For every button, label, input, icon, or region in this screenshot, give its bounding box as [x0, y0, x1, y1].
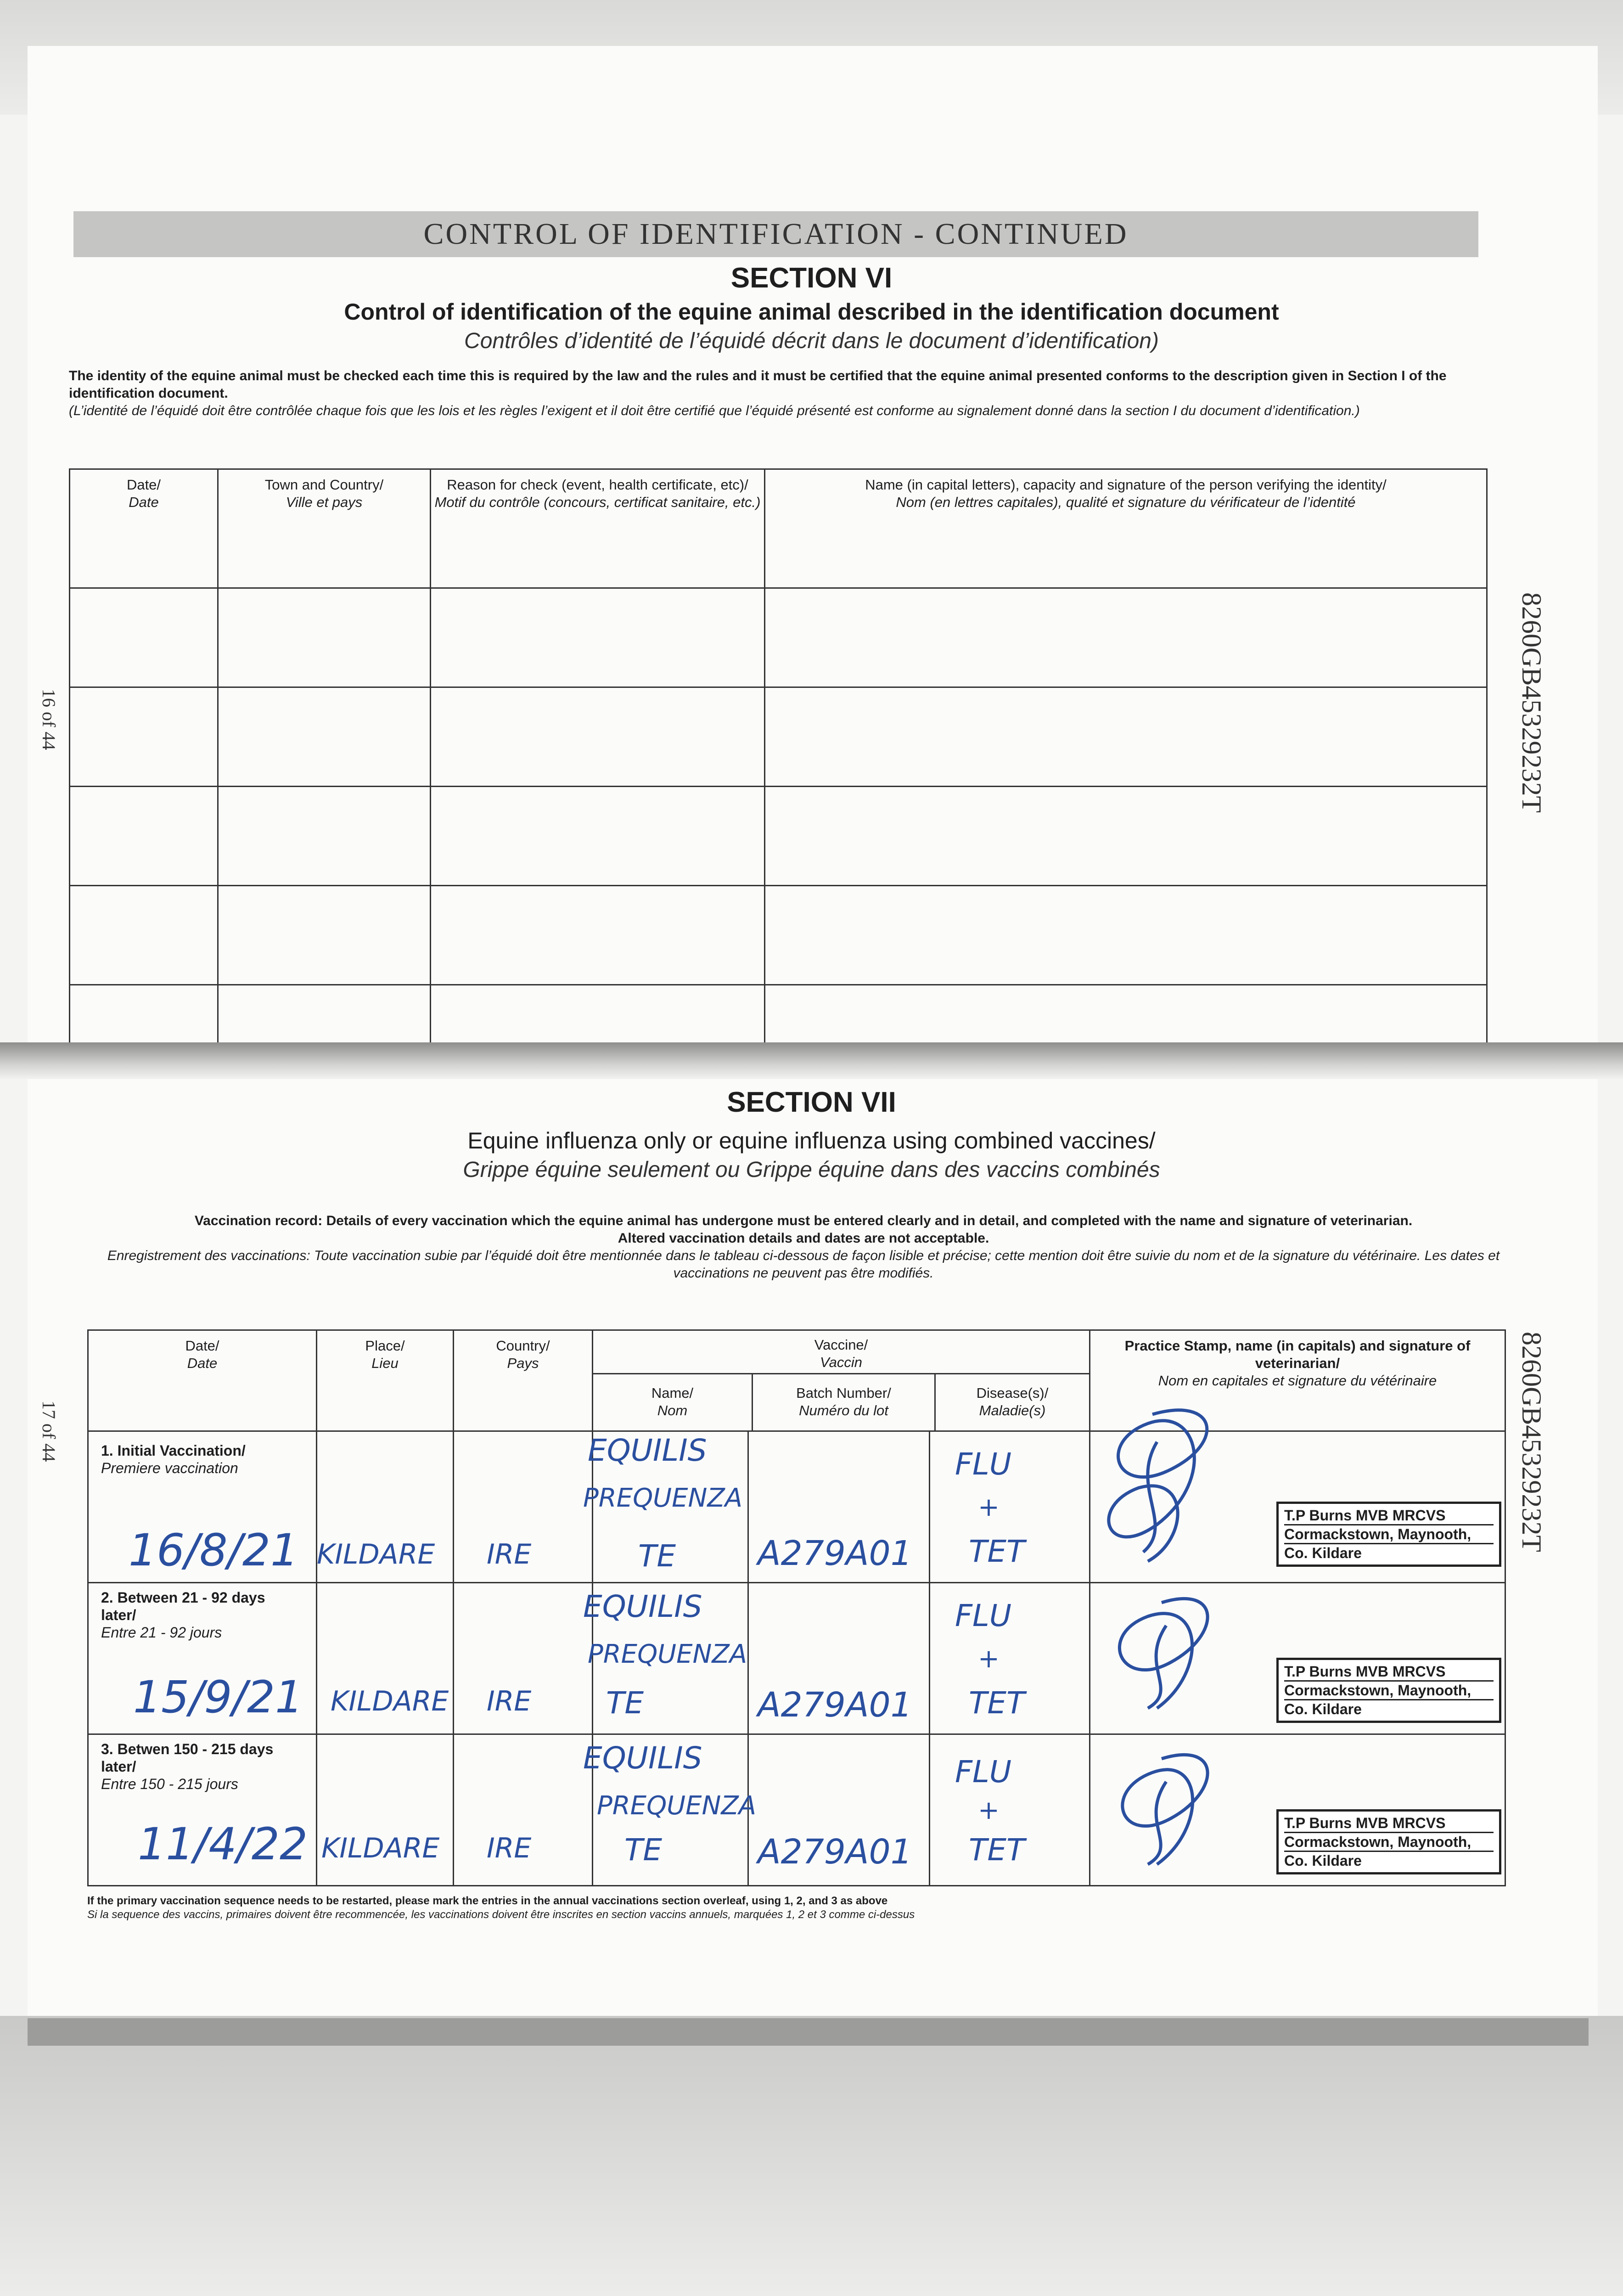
check-cell[interactable]	[765, 885, 1487, 985]
row-3-vaccine-line3[interactable]: TE	[624, 1832, 663, 1868]
vaccination-record-en: Vaccination record: Details of every vaccination which the equine animal has undergone must be entered clearly and in detail, and completed with the name and signature of veterinarian.	[194, 1213, 1413, 1228]
row-2-country[interactable]: IRE	[487, 1685, 532, 1717]
section-vi-instruction-en: The identity of the equine animal must be checked each time this is required by the law and the rules and it must be certified that the equine animal presented conforms to the description given in Section I of the identification document.	[69, 368, 1447, 401]
check-cell[interactable]	[218, 885, 431, 985]
col-disease-header: Disease(s)/ Maladie(s)	[976, 1385, 1049, 1418]
check-cell[interactable]	[431, 786, 765, 885]
row-1-vaccine-line3[interactable]: TE	[638, 1538, 676, 1574]
check-cell[interactable]	[431, 885, 765, 985]
check-cell[interactable]	[765, 588, 1487, 687]
col-town-header: Town and Country/ Ville et pays	[218, 469, 431, 588]
vaccination-table	[87, 1329, 1506, 1886]
row-2-disease-line2[interactable]: +	[978, 1644, 1000, 1674]
row-3-place[interactable]: KILDARE	[321, 1832, 440, 1864]
passport-id-top: 8260GB45329232T	[1516, 592, 1547, 813]
section-vi-title: Control of identification of the equine animal described in the identification document	[344, 299, 1279, 325]
row-1-batch[interactable]: A279A01	[758, 1534, 912, 1573]
row-3-vaccine-line2[interactable]: PREQUENZA	[597, 1791, 757, 1821]
row-3-country[interactable]: IRE	[487, 1832, 532, 1864]
col-name-header: Name/ Nom	[593, 1374, 753, 1430]
row-1-vaccine-line1[interactable]: EQUILIS	[588, 1433, 707, 1468]
section-vii-subtitle: Grippe équine seulement ou Grippe équine dans des vaccins combinés	[463, 1158, 1160, 1182]
check-cell[interactable]	[70, 786, 218, 885]
col-country-header: Country/ Pays	[454, 1330, 593, 1431]
section-vii-title: Equine influenza only or equine influenza using combined vaccines/	[467, 1128, 1156, 1154]
row-1-disease-line2[interactable]: +	[978, 1492, 1000, 1522]
row-1-disease-line1[interactable]: FLU	[955, 1446, 1012, 1482]
col-vaccine-header: Vaccine/ Vaccin Name/ Nom Batch Number/ Numéro du lot Disease(s)/ Maladie(s)	[593, 1330, 1090, 1431]
col-place-header: Place/ Lieu	[317, 1330, 454, 1431]
row-2-place[interactable]: KILDARE	[331, 1685, 449, 1717]
row-3-disease-line2[interactable]: +	[978, 1795, 1000, 1825]
booklet-edge	[28, 2018, 1589, 2046]
section-vii-heading: SECTION VII	[727, 1086, 896, 1118]
col-stamp-header: Practice Stamp, name (in capitals) and signature of veterinarian/ Nom en capitales et signature du vétérinaire	[1090, 1330, 1505, 1431]
col-batch-header: Batch Number/ Numéro du lot	[753, 1374, 936, 1430]
page-number-16: 16 of 44	[39, 689, 59, 750]
control-banner: CONTROL OF IDENTIFICATION - CONTINUED	[73, 211, 1478, 257]
row-3-disease-line1[interactable]: FLU	[955, 1754, 1012, 1790]
col-date-header: Date/ Date	[88, 1330, 317, 1431]
check-cell[interactable]	[765, 687, 1487, 786]
check-cell[interactable]	[70, 588, 218, 687]
practice-stamp: T.P Burns MVB MRCVS Cormackstown, Maynooth, Co. Kildare	[1276, 1809, 1501, 1874]
row-3-disease-line3[interactable]: TET	[969, 1832, 1025, 1868]
section-vi-instruction-fr: (L’identité de l’équidé doit être contrôlée chaque fois que les lois et les règles l’exigent et il doit être certifié que l’équidé présenté est conforme au signalement donné dans la section I du document d’identification.)	[69, 403, 1360, 418]
section-vi-heading: SECTION VI	[730, 262, 893, 294]
row-2-label: 2. Between 21 - 92 days later/ Entre 21 - 92 jours	[101, 1589, 265, 1641]
row-2-vaccine-line1[interactable]: EQUILIS	[583, 1589, 702, 1624]
identity-check-table	[69, 468, 1488, 1075]
check-cell[interactable]	[218, 588, 431, 687]
check-cell[interactable]	[70, 687, 218, 786]
col-verifier-header: Name (in capital letters), capacity and signature of the person verifying the identity/ Nom (en lettres capitales), qualité et signature du vérificateur de l’identité	[765, 469, 1487, 588]
row-3-label: 3. Betwen 150 - 215 days later/ Entre 150 - 215 jours	[101, 1741, 274, 1792]
section-vi-subtitle: Contrôles d’identité de l’équidé décrit dans le document d’identification)	[464, 329, 1159, 353]
passport-id-bottom: 8260GB45329232T	[1516, 1332, 1547, 1552]
check-cell[interactable]	[218, 687, 431, 786]
scan-bottom-edge	[0, 2016, 1623, 2296]
vaccination-record-en2: Altered vaccination details and dates are not acceptable.	[618, 1231, 989, 1246]
row-2-vaccine-line3[interactable]: TE	[606, 1685, 644, 1721]
row-1-vaccine-line2[interactable]: PREQUENZA	[583, 1483, 743, 1513]
row-3-batch[interactable]: A279A01	[758, 1832, 912, 1872]
divider	[929, 1430, 930, 1885]
practice-stamp: T.P Burns MVB MRCVS Cormackstown, Maynooth, Co. Kildare	[1276, 1502, 1501, 1567]
row-1-label: 1. Initial Vaccination/ Premiere vaccination	[101, 1442, 246, 1476]
check-cell[interactable]	[431, 588, 765, 687]
row-2-batch[interactable]: A279A01	[758, 1685, 912, 1725]
check-cell[interactable]	[431, 687, 765, 786]
veterinarian-signature	[1070, 1387, 1263, 1892]
row-1-country[interactable]: IRE	[487, 1538, 532, 1570]
row-1-date[interactable]: 16/8/21	[129, 1525, 299, 1576]
check-cell[interactable]	[765, 786, 1487, 885]
row-2-date[interactable]: 15/9/21	[133, 1671, 303, 1723]
row-3-vaccine-line1[interactable]: EQUILIS	[583, 1740, 702, 1776]
check-cell[interactable]	[218, 786, 431, 885]
row-2-vaccine-line2[interactable]: PREQUENZA	[588, 1639, 747, 1669]
page-number-17: 17 of 44	[39, 1401, 59, 1462]
col-reason-header: Reason for check (event, health certificate, etc)/ Motif du contrôle (concours, certificat sanitaire, etc.)	[431, 469, 765, 588]
footnote-en: If the primary vaccination sequence needs to be restarted, please mark the entries in the annual vaccinations section overleaf, using 1, 2, and 3 as above	[87, 1895, 888, 1907]
check-cell[interactable]	[70, 885, 218, 985]
footnote-fr: Si la sequence des vaccins, primaires doivent être recommencée, les vaccinations doivent être inscrites en section vaccins annuels, marquées 1, 2 et 3 comme ci-dessus	[87, 1908, 915, 1921]
row-2-disease-line1[interactable]: FLU	[955, 1598, 1012, 1633]
row-3-date[interactable]: 11/4/22	[138, 1818, 308, 1870]
practice-stamp: T.P Burns MVB MRCVS Cormackstown, Maynooth, Co. Kildare	[1276, 1658, 1501, 1723]
row-2-disease-line3[interactable]: TET	[969, 1685, 1025, 1721]
row-1-disease-line3[interactable]: TET	[969, 1534, 1025, 1569]
vaccination-record-fr: Enregistrement des vaccinations: Toute vaccination subie par l’équidé doit être mentionnée dans le tableau ci-dessous de façon lisible et précise; cette mention doit être suivie du nom et de la signature du vétérinaire. Les dates et vaccinations ne peuvent pas être modifiés.	[107, 1248, 1500, 1281]
row-1-place[interactable]: KILDARE	[317, 1538, 435, 1570]
page-fold	[0, 1042, 1623, 1079]
col-date-header: Date/ Date	[70, 469, 218, 588]
